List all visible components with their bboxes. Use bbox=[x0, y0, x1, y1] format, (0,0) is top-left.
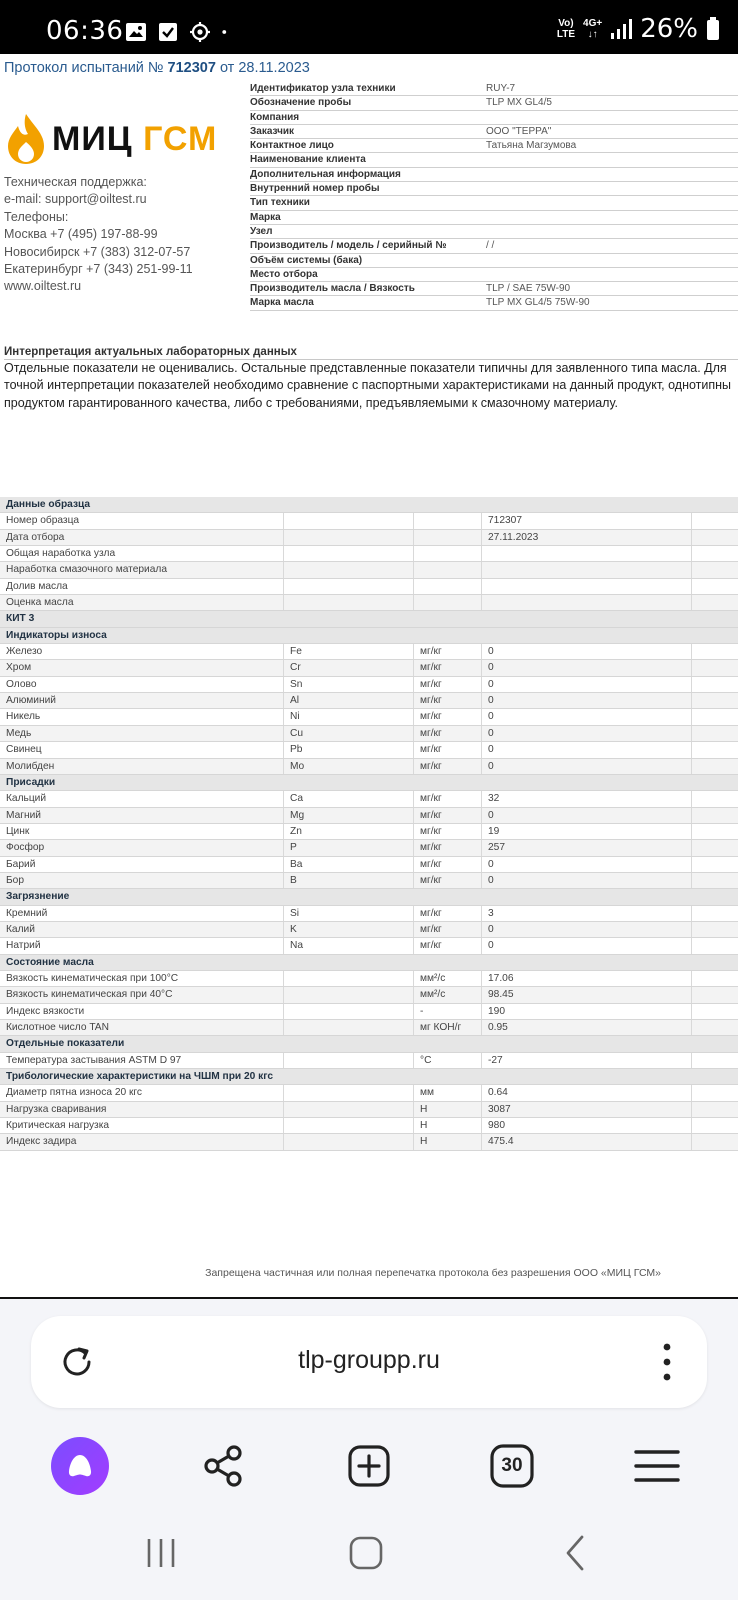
section-header-row bbox=[0, 889, 738, 905]
value: 0 bbox=[482, 742, 692, 757]
indicator-name: Наработка смазочного материала bbox=[0, 562, 284, 577]
empty-cell bbox=[692, 987, 738, 1002]
meta-key: Место отбора bbox=[250, 268, 318, 280]
value: 32 bbox=[482, 791, 692, 806]
meta-key: Марка bbox=[250, 211, 281, 223]
mic-gsm-logo: МИЦ ГСМ bbox=[4, 112, 234, 166]
system-navigation-bar bbox=[0, 1507, 738, 1600]
element-symbol bbox=[284, 987, 414, 1002]
unit: мг/кг bbox=[414, 693, 482, 708]
empty-cell bbox=[692, 1053, 738, 1068]
indicator-name: Общая наработка узла bbox=[0, 546, 284, 561]
meta-key: Обозначение пробы bbox=[250, 97, 352, 109]
battery-icon bbox=[706, 17, 720, 41]
value: 980 bbox=[482, 1118, 692, 1133]
element-symbol: Ba bbox=[284, 857, 414, 872]
meta-row bbox=[250, 111, 738, 125]
element-symbol bbox=[284, 562, 414, 577]
table-row bbox=[0, 1102, 738, 1118]
browser-chrome bbox=[0, 1299, 738, 1600]
empty-cell bbox=[692, 808, 738, 823]
indicator-name: Свинец bbox=[0, 742, 284, 757]
section-title: КИТ 3 bbox=[6, 613, 35, 625]
unit: мг/кг bbox=[414, 791, 482, 806]
url-text[interactable]: tlp-groupp.ru bbox=[298, 1346, 440, 1374]
empty-cell bbox=[692, 742, 738, 757]
unit: мг/кг bbox=[414, 873, 482, 888]
protocol-title: Протокол испытаний № 712307 от 28.11.2023 bbox=[4, 60, 310, 76]
meta-value: ООО "ТЕРРА" bbox=[486, 125, 552, 137]
meta-key: Дополнительная информация bbox=[250, 168, 401, 180]
meta-row bbox=[250, 82, 738, 96]
table-row bbox=[0, 824, 738, 840]
indicator-name: Фосфор bbox=[0, 840, 284, 855]
indicator-name: Критическая нагрузка bbox=[0, 1118, 284, 1133]
network-type-indicator: 4G+ ↓↑ bbox=[583, 18, 603, 40]
indicator-name: Цинк bbox=[0, 824, 284, 839]
element-symbol: Fe bbox=[284, 644, 414, 659]
value: 0 bbox=[482, 873, 692, 888]
notification-dot-icon bbox=[221, 22, 233, 42]
hamburger-menu-icon bbox=[634, 1446, 680, 1486]
value: 3 bbox=[482, 906, 692, 921]
value: 0 bbox=[482, 644, 692, 659]
meta-key: Заказчик bbox=[250, 125, 295, 137]
element-symbol bbox=[284, 971, 414, 986]
table-row bbox=[0, 644, 738, 660]
meta-value: TLP MX GL4/5 75W-90 bbox=[486, 297, 590, 309]
element-symbol bbox=[284, 530, 414, 545]
table-row bbox=[0, 595, 738, 611]
indicator-name: Вязкость кинематическая при 100°С bbox=[0, 971, 284, 986]
battery-percent: 26% bbox=[640, 14, 698, 44]
indicator-name: Кальций bbox=[0, 791, 284, 806]
status-bar bbox=[0, 0, 738, 54]
indicator-name: Номер образца bbox=[0, 513, 284, 528]
unit bbox=[414, 595, 482, 610]
empty-cell bbox=[692, 693, 738, 708]
meta-row bbox=[250, 254, 738, 268]
meta-row bbox=[250, 168, 738, 182]
support-contacts: Техническая поддержка: e-mail: support@oiltest.ru Телефоны: Москва +7 (495) 197-88-99 Новосибирск +7 (383) 312-07-57 Екатеринбург +7 (343) 251-99-11 www.oiltest.ru bbox=[4, 175, 193, 294]
element-symbol: Si bbox=[284, 906, 414, 921]
value: 17.06 bbox=[482, 971, 692, 986]
indicator-name: Хром bbox=[0, 660, 284, 675]
table-row bbox=[0, 579, 738, 595]
indicator-name: Никель bbox=[0, 709, 284, 724]
location-target-icon bbox=[189, 22, 211, 42]
empty-cell bbox=[692, 840, 738, 855]
meta-row bbox=[250, 239, 738, 253]
section-header-row bbox=[0, 775, 738, 791]
empty-cell bbox=[692, 791, 738, 806]
value: 0 bbox=[482, 938, 692, 953]
value bbox=[482, 579, 692, 594]
value: 0.64 bbox=[482, 1085, 692, 1100]
empty-cell bbox=[692, 1085, 738, 1100]
gallery-icon bbox=[125, 22, 147, 42]
empty-cell bbox=[692, 595, 738, 610]
unit: мг/кг bbox=[414, 840, 482, 855]
empty-cell bbox=[692, 530, 738, 545]
meta-value: Татьяна Магзумова bbox=[486, 140, 577, 152]
protocol-document[interactable] bbox=[0, 54, 738, 1299]
unit: мг/кг bbox=[414, 660, 482, 675]
unit: мг КОН/г bbox=[414, 1020, 482, 1035]
table-row bbox=[0, 1134, 738, 1150]
value: 190 bbox=[482, 1004, 692, 1019]
interpretation-line: Отдельные показатели не оценивались. Остальные представленные показатели типичны для заявленного типа масла. Для bbox=[4, 361, 727, 375]
empty-cell bbox=[692, 759, 738, 774]
indicator-name: Алюминий bbox=[0, 693, 284, 708]
value bbox=[482, 562, 692, 577]
empty-cell bbox=[692, 562, 738, 577]
value bbox=[482, 546, 692, 561]
value: 475.4 bbox=[482, 1134, 692, 1149]
element-symbol: Na bbox=[284, 938, 414, 953]
meta-key: Контактное лицо bbox=[250, 140, 334, 152]
unit: мг/кг bbox=[414, 644, 482, 659]
meta-row bbox=[250, 225, 738, 239]
meta-row bbox=[250, 182, 738, 196]
empty-cell bbox=[692, 1118, 738, 1133]
section-header-row bbox=[0, 628, 738, 644]
unit: мг/кг bbox=[414, 857, 482, 872]
value: 0.95 bbox=[482, 1020, 692, 1035]
table-row bbox=[0, 546, 738, 562]
table-row bbox=[0, 840, 738, 856]
indicator-name: Индекс вязкости bbox=[0, 1004, 284, 1019]
unit: мм²/с bbox=[414, 987, 482, 1002]
unit: Н bbox=[414, 1118, 482, 1133]
value: 0 bbox=[482, 808, 692, 823]
value bbox=[482, 595, 692, 610]
indicator-name: Барий bbox=[0, 857, 284, 872]
tabs-count: 30 bbox=[501, 1455, 523, 1476]
meta-row bbox=[250, 153, 738, 167]
meta-value: TLP MX GL4/5 bbox=[486, 97, 552, 109]
value: 0 bbox=[482, 759, 692, 774]
indicator-name: Оценка масла bbox=[0, 595, 284, 610]
interpretation-heading: Интерпретация актуальных лабораторных данных bbox=[4, 346, 738, 360]
meta-row bbox=[250, 96, 738, 110]
empty-cell bbox=[692, 857, 738, 872]
meta-key: Тип техники bbox=[250, 197, 310, 209]
element-symbol: Sn bbox=[284, 677, 414, 692]
meta-key: Объём системы (бака) bbox=[250, 254, 363, 266]
value: 3087 bbox=[482, 1102, 692, 1117]
table-row bbox=[0, 1053, 738, 1069]
indicator-name: Температура застывания ASTM D 97 bbox=[0, 1053, 284, 1068]
section-header-row bbox=[0, 497, 738, 513]
share-button[interactable] bbox=[194, 1437, 252, 1495]
element-symbol bbox=[284, 1118, 414, 1133]
element-symbol: Mo bbox=[284, 759, 414, 774]
indicator-name: Железо bbox=[0, 644, 284, 659]
empty-cell bbox=[692, 1004, 738, 1019]
indicator-name: Кислотное число TAN bbox=[0, 1020, 284, 1035]
meta-value: RUY-7 bbox=[486, 83, 516, 94]
empty-cell bbox=[692, 660, 738, 675]
new-tab-button[interactable] bbox=[340, 1437, 398, 1495]
element-symbol: K bbox=[284, 922, 414, 937]
element-symbol: Pb bbox=[284, 742, 414, 757]
unit bbox=[414, 513, 482, 528]
interpretation-line: продуктом гарантированного качества, либо с требованиями, предъявляемыми к смазочному материалу. bbox=[4, 395, 618, 410]
table-row bbox=[0, 971, 738, 987]
indicator-name: Дата отбора bbox=[0, 530, 284, 545]
empty-cell bbox=[692, 644, 738, 659]
element-symbol: Al bbox=[284, 693, 414, 708]
unit bbox=[414, 562, 482, 577]
meta-row bbox=[250, 282, 738, 296]
interpretation-line: точной интерпретации показателей необходимо сравнение с паспортными характеристиками на данный продукт, однотипны bbox=[4, 378, 732, 393]
element-symbol bbox=[284, 595, 414, 610]
value: 712307 bbox=[482, 513, 692, 528]
table-row bbox=[0, 1085, 738, 1101]
indicator-name: Бор bbox=[0, 873, 284, 888]
empty-cell bbox=[692, 971, 738, 986]
unit: мг/кг bbox=[414, 709, 482, 724]
table-row bbox=[0, 759, 738, 775]
element-symbol: Mg bbox=[284, 808, 414, 823]
meta-key: Производитель / модель / серийный № bbox=[250, 240, 447, 252]
element-symbol bbox=[284, 1020, 414, 1035]
empty-cell bbox=[692, 579, 738, 594]
element-symbol: Cu bbox=[284, 726, 414, 741]
recent-apps-icon[interactable] bbox=[141, 1533, 181, 1573]
section-title: Отдельные показатели bbox=[6, 1038, 125, 1050]
element-symbol bbox=[284, 1134, 414, 1149]
unit: мг/кг bbox=[414, 922, 482, 937]
element-symbol: Cr bbox=[284, 660, 414, 675]
meta-key: Компания bbox=[250, 111, 300, 123]
section-header-row bbox=[0, 611, 738, 627]
table-row bbox=[0, 530, 738, 546]
empty-cell bbox=[692, 709, 738, 724]
more-menu-icon[interactable] bbox=[663, 1342, 671, 1382]
indicator-name: Кремний bbox=[0, 906, 284, 921]
empty-cell bbox=[692, 1020, 738, 1035]
indicator-name: Долив масла bbox=[0, 579, 284, 594]
value: 0 bbox=[482, 677, 692, 692]
element-symbol: Zn bbox=[284, 824, 414, 839]
signal-icon bbox=[610, 18, 632, 40]
alice-icon bbox=[65, 1451, 95, 1481]
unit: мг/кг bbox=[414, 824, 482, 839]
element-symbol: Ni bbox=[284, 709, 414, 724]
table-row bbox=[0, 742, 738, 758]
meta-row bbox=[250, 268, 738, 282]
meta-row bbox=[250, 125, 738, 139]
element-symbol bbox=[284, 1053, 414, 1068]
element-symbol: P bbox=[284, 840, 414, 855]
home-icon[interactable] bbox=[346, 1533, 386, 1573]
table-row bbox=[0, 987, 738, 1003]
unit: мг/кг bbox=[414, 677, 482, 692]
section-header-row bbox=[0, 1069, 738, 1085]
copyright-note: Запрещена частичная или полная перепечатка протокола без разрешения ООО «МИЦ ГСМ» bbox=[205, 1267, 661, 1279]
unit bbox=[414, 546, 482, 561]
empty-cell bbox=[692, 824, 738, 839]
value: 98.45 bbox=[482, 987, 692, 1002]
indicator-name: Натрий bbox=[0, 938, 284, 953]
unit: мг/кг bbox=[414, 906, 482, 921]
section-header-row bbox=[0, 1036, 738, 1052]
unit bbox=[414, 579, 482, 594]
value: -27 bbox=[482, 1053, 692, 1068]
flame-logo-icon bbox=[4, 112, 48, 166]
meta-row bbox=[250, 139, 738, 153]
unit: мг/кг bbox=[414, 808, 482, 823]
table-row bbox=[0, 922, 738, 938]
indicator-name: Олово bbox=[0, 677, 284, 692]
value: 0 bbox=[482, 726, 692, 741]
element-symbol bbox=[284, 1102, 414, 1117]
meta-key: Марка масла bbox=[250, 297, 314, 309]
table-row bbox=[0, 906, 738, 922]
element-symbol: Ca bbox=[284, 791, 414, 806]
meta-row bbox=[250, 196, 738, 210]
unit: мм²/с bbox=[414, 971, 482, 986]
section-title: Индикаторы износа bbox=[6, 629, 107, 641]
unit: мг/кг bbox=[414, 938, 482, 953]
element-symbol bbox=[284, 1085, 414, 1100]
meta-value: / / bbox=[486, 240, 495, 252]
value: 0 bbox=[482, 693, 692, 708]
unit: - bbox=[414, 1004, 482, 1019]
unit: °С bbox=[414, 1053, 482, 1068]
empty-cell bbox=[692, 906, 738, 921]
table-row bbox=[0, 726, 738, 742]
indicator-name: Молибден bbox=[0, 759, 284, 774]
indicator-name: Калий bbox=[0, 922, 284, 937]
unit bbox=[414, 530, 482, 545]
indicator-name: Медь bbox=[0, 726, 284, 741]
browser-toolbar bbox=[0, 1427, 738, 1507]
meta-key: Внутренний номер пробы bbox=[250, 183, 380, 195]
address-bar[interactable] bbox=[31, 1316, 707, 1408]
indicator-name: Индекс задира bbox=[0, 1134, 284, 1149]
empty-cell bbox=[692, 677, 738, 692]
volte-indicator: Vo) LTE bbox=[556, 18, 576, 40]
section-title: Состояние масла bbox=[6, 956, 94, 968]
tabs-button[interactable] bbox=[483, 1437, 541, 1495]
main-menu-button[interactable] bbox=[628, 1437, 686, 1495]
value: 0 bbox=[482, 857, 692, 872]
table-row bbox=[0, 709, 738, 725]
value: 0 bbox=[482, 660, 692, 675]
meta-key: Идентификатор узла техники bbox=[250, 83, 396, 94]
value: 0 bbox=[482, 709, 692, 724]
element-symbol: B bbox=[284, 873, 414, 888]
results-table bbox=[0, 497, 738, 1151]
interpretation-section bbox=[4, 346, 738, 412]
table-row bbox=[0, 873, 738, 889]
table-row bbox=[0, 1118, 738, 1134]
element-symbol bbox=[284, 1004, 414, 1019]
meta-row bbox=[250, 211, 738, 225]
value: 257 bbox=[482, 840, 692, 855]
empty-cell bbox=[692, 922, 738, 937]
section-header-row bbox=[0, 955, 738, 971]
add-tab-icon bbox=[346, 1443, 392, 1489]
indicator-name: Магний bbox=[0, 808, 284, 823]
unit: Н bbox=[414, 1102, 482, 1117]
table-row bbox=[0, 562, 738, 578]
element-symbol bbox=[284, 513, 414, 528]
share-icon bbox=[200, 1443, 246, 1489]
value: 0 bbox=[482, 922, 692, 937]
meta-key: Производитель масла / Вязкость bbox=[250, 283, 415, 295]
value: 19 bbox=[482, 824, 692, 839]
alice-assistant-button[interactable] bbox=[51, 1437, 109, 1495]
checkbox-notification-icon bbox=[157, 22, 179, 42]
unit: мм bbox=[414, 1085, 482, 1100]
unit: мг/кг bbox=[414, 759, 482, 774]
table-row bbox=[0, 857, 738, 873]
indicator-name: Диаметр пятна износа 20 кгс bbox=[0, 1085, 284, 1100]
table-row bbox=[0, 660, 738, 676]
empty-cell bbox=[692, 513, 738, 528]
empty-cell bbox=[692, 1134, 738, 1149]
table-row bbox=[0, 1004, 738, 1020]
value: 27.11.2023 bbox=[482, 530, 692, 545]
table-row bbox=[0, 808, 738, 824]
section-title: Загрязнение bbox=[6, 891, 70, 903]
empty-cell bbox=[692, 546, 738, 561]
element-symbol bbox=[284, 546, 414, 561]
sample-meta-table bbox=[250, 82, 738, 311]
element-symbol bbox=[284, 579, 414, 594]
empty-cell bbox=[692, 938, 738, 953]
meta-row bbox=[250, 296, 738, 310]
empty-cell bbox=[692, 873, 738, 888]
table-row bbox=[0, 513, 738, 529]
table-row bbox=[0, 1020, 738, 1036]
unit: мг/кг bbox=[414, 742, 482, 757]
empty-cell bbox=[692, 1102, 738, 1117]
clock: 06:36 bbox=[46, 16, 124, 46]
unit: мг/кг bbox=[414, 726, 482, 741]
meta-value: TLP / SAE 75W-90 bbox=[486, 283, 571, 295]
table-row bbox=[0, 677, 738, 693]
table-row bbox=[0, 938, 738, 954]
meta-key: Наименование клиента bbox=[250, 154, 366, 166]
meta-key: Узел bbox=[250, 225, 273, 237]
back-icon[interactable] bbox=[556, 1533, 596, 1573]
table-row bbox=[0, 791, 738, 807]
indicator-name: Вязкость кинематическая при 40°С bbox=[0, 987, 284, 1002]
indicator-name: Нагрузка сваривания bbox=[0, 1102, 284, 1117]
section-title: Трибологические характеристики на ЧШМ при 20 кгс bbox=[6, 1071, 274, 1083]
table-row bbox=[0, 693, 738, 709]
section-title: Данные образца bbox=[6, 499, 91, 510]
empty-cell bbox=[692, 726, 738, 741]
section-title: Присадки bbox=[6, 776, 56, 788]
unit: Н bbox=[414, 1134, 482, 1149]
